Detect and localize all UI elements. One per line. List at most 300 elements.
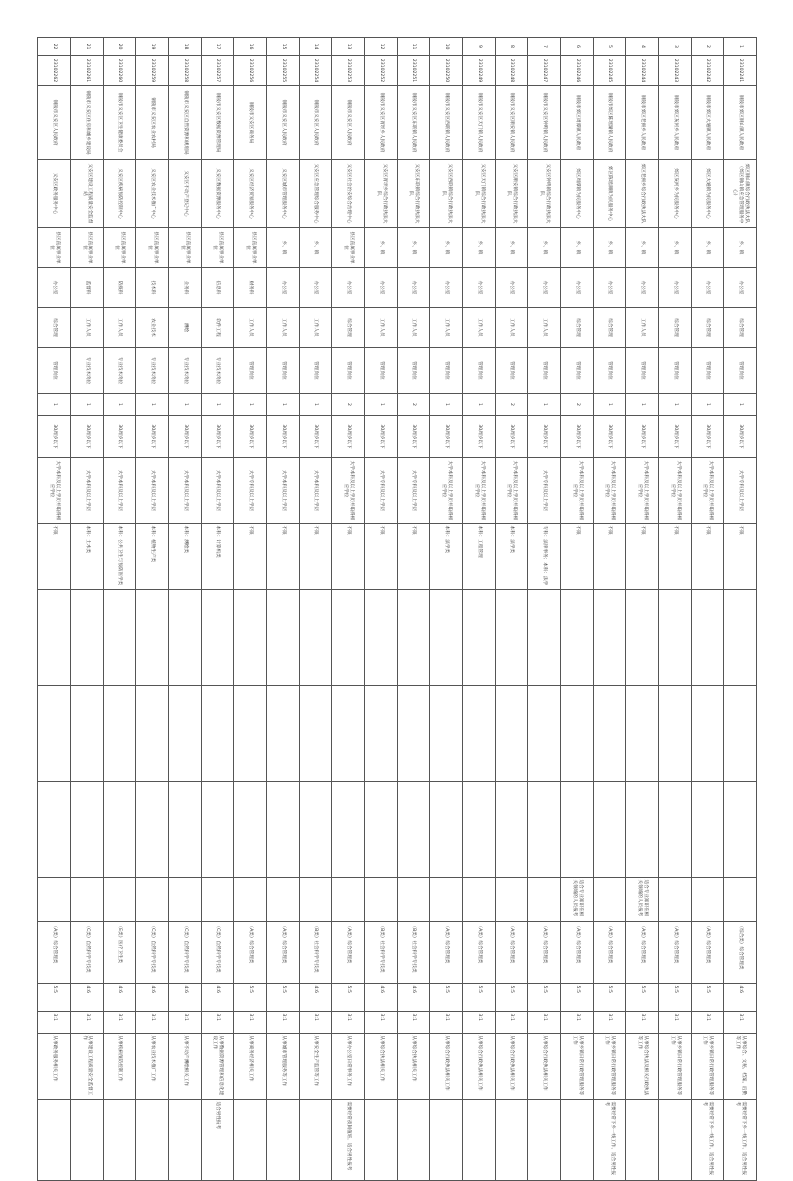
table-cell: 30周岁以下 — [691, 416, 724, 458]
table-cell — [495, 590, 528, 686]
table-cell: 铜陵市义安区人民政府 — [266, 86, 299, 160]
table-cell: 不限 — [626, 524, 659, 590]
table-cell: 1 — [299, 394, 332, 416]
table-cell: 铜陵市郊区大通镇人民政府 — [691, 86, 724, 160]
table-cell: 义安区政务服务中心 — [38, 160, 71, 228]
table-cell — [266, 782, 299, 878]
table-cell: 23102256 — [234, 56, 267, 86]
table-cell: 1 — [70, 394, 103, 416]
table-cell: 办公室 — [528, 268, 561, 308]
table-cell — [299, 590, 332, 686]
table-cell: 3:1 — [462, 1012, 495, 1034]
table-cell: 5:5 — [560, 984, 593, 1012]
table-cell — [658, 782, 691, 878]
table-cell: 从事乡镇日常行政管理服务等工作 — [560, 1034, 593, 1100]
table-cell — [724, 878, 757, 922]
table-cell — [266, 686, 299, 782]
table-cell: 工作人员 — [70, 308, 103, 348]
table-cell: 从事综合执法相关工作 — [397, 1034, 430, 1100]
table-cell: 大学本科及以上学历并取得相应学位 — [332, 458, 365, 524]
table-cell: 综合管理 — [593, 308, 626, 348]
table-cell: 5:5 — [528, 984, 561, 1012]
table-cell: 义安区东联镇综合行政执法大队 — [397, 160, 430, 228]
table-cell: 30周岁以下 — [332, 416, 365, 458]
table-cell: 不限 — [658, 524, 691, 590]
table-cell — [266, 1100, 299, 1181]
table-cell: 办公室 — [364, 268, 397, 308]
table-cell: 23102241 — [724, 56, 757, 86]
table-cell: 1 — [724, 394, 757, 416]
table-cell: 工作人员 — [430, 308, 463, 348]
table-cell: 铜陵市郊区铜山镇人民政府 — [724, 86, 757, 160]
table-cell — [70, 782, 103, 878]
table-cell: 大学专科及以上学历 — [234, 458, 267, 524]
table-cell: 不限 — [38, 524, 71, 590]
table-row — [462, 38, 495, 1181]
table-cell: 8 — [495, 38, 528, 56]
table-cell — [168, 590, 201, 686]
table-cell — [201, 782, 234, 878]
table-cell — [38, 782, 71, 878]
table-cell: 从事安全生产监管等工作 — [299, 1034, 332, 1100]
table-cell: 义安区钟鸣镇综合行政执法大队 — [528, 160, 561, 228]
table-cell: 5:5 — [430, 984, 463, 1012]
table-cell — [266, 590, 299, 686]
table-cell: 3:1 — [299, 1012, 332, 1034]
table-cell: 1 — [103, 394, 136, 416]
table-cell: 5:5 — [658, 984, 691, 1012]
table-cell — [528, 878, 561, 922]
table-cell: 从事综合行政执法相关工作 — [495, 1034, 528, 1100]
table-cell: 4:6 — [397, 984, 430, 1012]
table-cell: 专业技术岗位 — [168, 348, 201, 394]
table-cell: 管理岗位 — [528, 348, 561, 394]
table-cell — [430, 782, 463, 878]
table-cell: 3:1 — [691, 1012, 724, 1034]
table-cell: 管理岗位 — [724, 348, 757, 394]
table-cell: 管理岗位 — [266, 348, 299, 394]
table-cell: 从事综合行政执法相关工作 — [462, 1034, 495, 1100]
table-cell: 3:1 — [397, 1012, 430, 1034]
table-cell: 从事综合行政执法相关工作 — [528, 1034, 561, 1100]
table-cell: （A类）综合管理类 — [430, 922, 463, 984]
table-cell: 专业技术岗位 — [70, 348, 103, 394]
table-cell: 专科：法律事务；本科：法学 — [528, 524, 561, 590]
table-cell: 17 — [201, 38, 234, 56]
table-cell — [397, 782, 430, 878]
table-cell: 县区直属事业单位 — [38, 228, 71, 268]
table-cell: 5 — [593, 38, 626, 56]
table-cell: 13 — [332, 38, 365, 56]
table-cell: 管理岗位 — [691, 348, 724, 394]
table-cell: 23102243 — [658, 56, 691, 86]
table-cell: 管理岗位 — [430, 348, 463, 394]
table-cell: 18 — [168, 38, 201, 56]
table-cell — [234, 1100, 267, 1181]
table-cell: 乡、镇 — [658, 228, 691, 268]
table-cell: 办公室 — [691, 268, 724, 308]
table-cell: 郊区铜山镇综合行政执法大队（郊区铜山镇应急管理服务中心） — [724, 160, 757, 228]
table-cell: 从事疾病预防控制工作 — [103, 1034, 136, 1100]
table-cell: 监督科 — [70, 268, 103, 308]
table-cell: 从事综合行政执法相关工作 — [430, 1034, 463, 1100]
table-cell: 不限 — [691, 524, 724, 590]
table-cell — [495, 878, 528, 922]
table-cell — [103, 878, 136, 922]
table-row — [364, 38, 397, 1181]
table-cell — [70, 686, 103, 782]
table-cell — [495, 782, 528, 878]
table-cell: 乡、镇 — [364, 228, 397, 268]
table-cell: 19 — [136, 38, 169, 56]
table-cell — [593, 782, 626, 878]
table-cell: 办公室 — [430, 268, 463, 308]
table-cell: 县区直属事业单位 — [168, 228, 201, 268]
table-cell: 从事综合执法及相关行政执法等工作 — [626, 1034, 659, 1100]
table-cell — [462, 1100, 495, 1181]
table-cell: （A类）综合管理类 — [528, 922, 561, 984]
table-cell — [136, 686, 169, 782]
table-cell: 30周岁以下 — [364, 416, 397, 458]
table-cell — [691, 686, 724, 782]
table-cell: 1 — [626, 394, 659, 416]
table-cell: 需要经常夜间值班，适合男性报考 — [332, 1100, 365, 1181]
table-cell: 30周岁以下 — [201, 416, 234, 458]
table-cell: 4 — [626, 38, 659, 56]
table-cell: 23102259 — [136, 56, 169, 86]
table-cell: （A类）综合管理类 — [626, 922, 659, 984]
table-row — [70, 38, 103, 1181]
table-cell: 办公室 — [560, 268, 593, 308]
table-cell: 3:1 — [136, 1012, 169, 1034]
table-row — [593, 38, 626, 1181]
table-cell: 1 — [201, 394, 234, 416]
table-cell — [560, 590, 593, 686]
table-cell: 大学专科及以上学历 — [397, 458, 430, 524]
table-cell: 1 — [430, 394, 463, 416]
table-cell: 2 — [560, 394, 593, 416]
table-cell: 30周岁以下 — [397, 416, 430, 458]
table-cell: 2 — [495, 394, 528, 416]
table-row — [626, 38, 659, 1181]
table-cell: （A类）综合管理类 — [560, 922, 593, 984]
table-cell: 适合专业知识在相关领域的人员报考 — [626, 878, 659, 922]
table-cell: 30周岁以下 — [299, 416, 332, 458]
table-cell — [70, 1100, 103, 1181]
table-cell: （C类）自然科学专技类 — [201, 922, 234, 984]
table-cell: 义安区疾病预防控制中心 — [103, 160, 136, 228]
table-row — [528, 38, 561, 1181]
table-cell: 管理岗位 — [332, 348, 365, 394]
table-cell: 管理岗位 — [593, 348, 626, 394]
table-cell — [397, 590, 430, 686]
table-cell: 5:5 — [266, 984, 299, 1012]
table-cell: 农业技术 — [136, 308, 169, 348]
table-cell: 综合管理 — [691, 308, 724, 348]
table-cell — [560, 782, 593, 878]
table-cell: 不限 — [234, 524, 267, 590]
table-cell — [38, 878, 71, 922]
table-cell: 乡、镇 — [462, 228, 495, 268]
rotated-sheet — [37, 37, 757, 1176]
table-cell: 铜陵市郊区灰河乡人民政府 — [658, 86, 691, 160]
table-cell: 办公室 — [397, 268, 430, 308]
table-cell: 大学本科及以上学历 — [168, 458, 201, 524]
table-cell: （A类）综合管理类 — [495, 922, 528, 984]
table-cell: 1 — [691, 394, 724, 416]
table-cell: 2 — [691, 38, 724, 56]
table-cell: 23102244 — [626, 56, 659, 86]
table-cell: 30周岁以下 — [103, 416, 136, 458]
table-cell — [70, 590, 103, 686]
table-cell: 大学本科及以上学历 — [299, 458, 332, 524]
table-cell: 30周岁以下 — [266, 416, 299, 458]
table-cell — [528, 590, 561, 686]
table-cell: （A类）综合管理类 — [38, 922, 71, 984]
table-cell: 从事乡镇日常行政管理服务等工作 — [658, 1034, 691, 1100]
table-cell: 办公室 — [299, 268, 332, 308]
table-body — [38, 38, 757, 1181]
table-cell: 30周岁以下 — [495, 416, 528, 458]
table-cell: 本科：法学类 — [495, 524, 528, 590]
table-cell: 4:6 — [70, 984, 103, 1012]
table-cell: 义安区经济贸易服务中心 — [234, 160, 267, 228]
table-cell: 专业技术岗位 — [136, 348, 169, 394]
table-cell — [397, 686, 430, 782]
table-cell: 大学本科及以上学历 — [201, 458, 234, 524]
table-cell: （C类）自然科学专技类 — [168, 922, 201, 984]
table-cell: 管理岗位 — [38, 348, 71, 394]
table-cell: 办公室 — [495, 268, 528, 308]
table-cell: 乡、镇 — [299, 228, 332, 268]
table-cell: 县区直属事业单位 — [103, 228, 136, 268]
table-cell: 不限 — [299, 524, 332, 590]
table-cell: 义安区天门镇综合行政执法大队 — [462, 160, 495, 228]
table-cell: 不限 — [266, 524, 299, 590]
table-cell — [201, 878, 234, 922]
table-cell: 适合专业知识在相关领域的人员报考 — [560, 878, 593, 922]
table-cell: 1 — [364, 394, 397, 416]
table-cell: 管理岗位 — [495, 348, 528, 394]
table-cell: 23102242 — [691, 56, 724, 86]
table-cell: 6 — [560, 38, 593, 56]
table-cell — [397, 878, 430, 922]
table-cell — [136, 590, 169, 686]
table-cell: 从事办公室日常事务工作 — [332, 1034, 365, 1100]
table-cell — [168, 686, 201, 782]
table-cell: 从事乡镇日常行政管理服务等工作 — [691, 1034, 724, 1100]
table-cell: 大学本科及以上学历并取得相应学位 — [495, 458, 528, 524]
table-cell — [136, 782, 169, 878]
table-cell: 不限 — [332, 524, 365, 590]
table-cell: （C类）自然科学专技类 — [136, 922, 169, 984]
table-cell: 30周岁以下 — [560, 416, 593, 458]
table-cell: 20 — [103, 38, 136, 56]
table-cell — [528, 1100, 561, 1181]
table-cell — [70, 878, 103, 922]
table-cell: 3:1 — [332, 1012, 365, 1034]
table-cell — [658, 686, 691, 782]
table-cell: 4:6 — [136, 984, 169, 1012]
table-cell: 综合管理 — [658, 308, 691, 348]
table-cell — [724, 782, 757, 878]
table-cell — [397, 1100, 430, 1181]
table-cell: 本科：植物生产类 — [136, 524, 169, 590]
table-row — [234, 38, 267, 1181]
table-cell — [234, 590, 267, 686]
table-cell — [168, 782, 201, 878]
table-cell: 本科：测绘类 — [168, 524, 201, 590]
table-cell: 3:1 — [626, 1012, 659, 1034]
table-cell: 工作人员 — [462, 308, 495, 348]
table-cell: （A类）综合管理类 — [691, 922, 724, 984]
table-cell: 23102260 — [103, 56, 136, 86]
table-cell: 义安区胥坝乡综合行政执法大队 — [364, 160, 397, 228]
table-cell: 23102250 — [430, 56, 463, 86]
table-cell — [560, 686, 593, 782]
table-cell — [136, 1100, 169, 1181]
table-cell: 14 — [299, 38, 332, 56]
table-cell: 3:1 — [234, 1012, 267, 1034]
table-cell: 义安区建设工程质量安全监督站 — [70, 160, 103, 228]
table-cell — [724, 686, 757, 782]
table-cell: 铜陵市义安区人民政府 — [299, 86, 332, 160]
table-cell: 郊区灰河乡为民服务中心 — [658, 160, 691, 228]
table-cell: 12 — [364, 38, 397, 56]
table-row — [266, 38, 299, 1181]
table-row — [495, 38, 528, 1181]
table-cell: 大学本科及以上学历并取得相应学位 — [658, 458, 691, 524]
table-cell — [462, 782, 495, 878]
table-cell — [103, 1100, 136, 1181]
table-cell: 乡、镇 — [593, 228, 626, 268]
table-cell: 4:6 — [103, 984, 136, 1012]
table-cell — [462, 686, 495, 782]
table-cell: 工作人员 — [299, 308, 332, 348]
table-cell — [266, 878, 299, 922]
table-cell: 义安区城市管理服务中心 — [266, 160, 299, 228]
table-cell: 23102246 — [560, 56, 593, 86]
table-cell: 2 — [397, 394, 430, 416]
table-cell — [430, 878, 463, 922]
table-cell: 23102247 — [528, 56, 561, 86]
table-cell — [364, 878, 397, 922]
table-cell — [626, 1100, 659, 1181]
table-cell: 工作人员 — [266, 308, 299, 348]
table-cell: 铜陵市义安区住房和城乡建设局 — [70, 86, 103, 160]
table-cell: 铜陵市郊区陈瑶湖镇人民政府 — [593, 86, 626, 160]
table-cell: 乡、镇 — [430, 228, 463, 268]
table-cell: 23102248 — [495, 56, 528, 86]
table-cell: 需要经常下乡一线工作，适合男性报考 — [593, 1100, 626, 1181]
table-cell: 大学本科及以上学历 — [266, 458, 299, 524]
table-cell — [691, 878, 724, 922]
table-cell: 从事乡镇日常行政管理服务等工作 — [593, 1034, 626, 1100]
table-cell: （B类）社会科学专技类 — [364, 922, 397, 984]
table-cell: 县区直属事业单位 — [201, 228, 234, 268]
table-cell — [364, 686, 397, 782]
table-cell: 5:5 — [495, 984, 528, 1012]
table-cell: 1 — [593, 394, 626, 416]
table-cell: 5:5 — [38, 984, 71, 1012]
table-cell: 不限 — [593, 524, 626, 590]
table-cell — [658, 590, 691, 686]
table-cell: 9 — [462, 38, 495, 56]
table-cell — [626, 590, 659, 686]
table-cell: 本科：公共卫生与预防医学类 — [103, 524, 136, 590]
table-cell: 4:6 — [299, 984, 332, 1012]
table-cell: 大学本科及以上学历并取得相应学位 — [430, 458, 463, 524]
table-cell: 1 — [658, 394, 691, 416]
table-cell: 23102252 — [364, 56, 397, 86]
table-cell: （A类）综合管理类 — [266, 922, 299, 984]
table-cell: 5:5 — [691, 984, 724, 1012]
table-cell: 3:1 — [103, 1012, 136, 1034]
table-cell: 管理岗位 — [299, 348, 332, 394]
table-cell: 30周岁以下 — [626, 416, 659, 458]
table-cell: 30周岁以下 — [658, 416, 691, 458]
table-cell: 适合男性报考 — [201, 1100, 234, 1181]
table-cell — [364, 782, 397, 878]
table-cell — [593, 878, 626, 922]
table-cell — [234, 878, 267, 922]
table-cell: 23102253 — [332, 56, 365, 86]
table-cell: 工作人员 — [234, 308, 267, 348]
table-cell: 铜陵市义安区胥坝乡人民政府 — [364, 86, 397, 160]
table-cell: 防疫科 — [103, 268, 136, 308]
table-cell: 铜陵市义安区人民政府 — [332, 86, 365, 160]
table-cell: 3:1 — [724, 1012, 757, 1034]
table-cell: 大学本科及以上学历并取得相应学位 — [691, 458, 724, 524]
table-cell: 23102249 — [462, 56, 495, 86]
table-cell: 办公室 — [658, 268, 691, 308]
table-cell: 1 — [234, 394, 267, 416]
table-cell: （A类）综合管理类 — [593, 922, 626, 984]
table-row — [560, 38, 593, 1181]
table-cell: 15 — [266, 38, 299, 56]
table-cell: 需要经常下乡一线工作，适合男性报考 — [724, 1100, 757, 1181]
table-cell: 办公室 — [593, 268, 626, 308]
table-cell: 综合管理 — [560, 308, 593, 348]
table-cell: 不限 — [364, 524, 397, 590]
table-cell: 管理岗位 — [626, 348, 659, 394]
table-cell: 业务科 — [168, 268, 201, 308]
table-cell: 30周岁以下 — [136, 416, 169, 458]
table-cell: 1 — [136, 394, 169, 416]
table-cell: 工作人员 — [495, 308, 528, 348]
table-cell: 办公室 — [724, 268, 757, 308]
table-cell: 县区直属事业单位 — [234, 228, 267, 268]
table-cell: 本科：土木类 — [70, 524, 103, 590]
table-cell: 本科：工程管理 — [462, 524, 495, 590]
table-cell — [495, 686, 528, 782]
table-cell: 大学本科及以上学历并取得相应学位 — [560, 458, 593, 524]
table-cell: 3 — [658, 38, 691, 56]
table-row — [430, 38, 463, 1181]
table-row — [136, 38, 169, 1181]
table-cell: 郊区大通镇为民服务中心 — [691, 160, 724, 228]
table-cell: 从事政务服务相关工作 — [38, 1034, 71, 1100]
table-cell — [528, 686, 561, 782]
table-cell: 大学本科及以上学历 — [103, 458, 136, 524]
table-cell: 软件工程 — [201, 308, 234, 348]
table-cell: 铜陵市义安区西联镇人民政府 — [430, 86, 463, 160]
table-cell: 义安区数据资源服务中心 — [201, 160, 234, 228]
table-cell: 3:1 — [168, 1012, 201, 1034]
table-cell: （A类）综合管理类 — [462, 922, 495, 984]
table-cell — [593, 590, 626, 686]
table-row — [332, 38, 365, 1181]
